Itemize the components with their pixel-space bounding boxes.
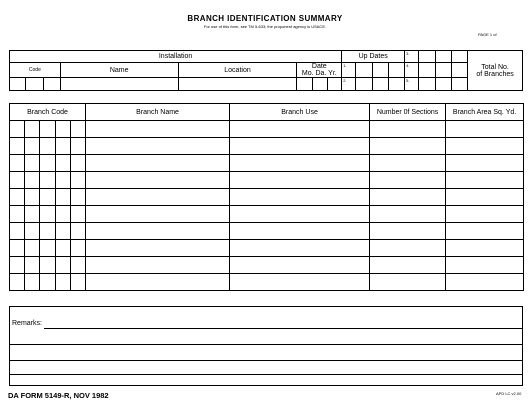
code-digit-cell[interactable] bbox=[71, 274, 86, 291]
area-cell[interactable] bbox=[446, 172, 524, 189]
branch-name-cell[interactable] bbox=[86, 121, 230, 138]
edition-label: APD LC v2.00 bbox=[496, 391, 522, 396]
update-cell[interactable] bbox=[372, 63, 388, 78]
update-slot-5[interactable]: 5. bbox=[405, 78, 419, 91]
date-label: Date bbox=[311, 63, 327, 70]
name-label: Name bbox=[60, 63, 178, 78]
area-cell[interactable] bbox=[446, 223, 524, 240]
branch-use-header: Branch Use bbox=[230, 104, 370, 121]
update-cell[interactable] bbox=[451, 51, 467, 63]
code-digit-cell[interactable] bbox=[71, 138, 86, 155]
total-branches-header bbox=[468, 51, 523, 91]
page-of-label: PAGE 1 of bbox=[478, 32, 497, 37]
update-cell[interactable] bbox=[419, 51, 435, 63]
area-cell[interactable] bbox=[446, 121, 524, 138]
code-digit-cell[interactable] bbox=[10, 172, 25, 189]
branch-code-header: Branch Code bbox=[10, 104, 86, 121]
code-digit-cell[interactable] bbox=[56, 257, 71, 274]
area-cell[interactable] bbox=[446, 138, 524, 155]
sections-cell[interactable] bbox=[370, 121, 446, 138]
code-digit-cell[interactable] bbox=[25, 257, 40, 274]
area-cell[interactable] bbox=[446, 257, 524, 274]
date-day-field[interactable] bbox=[312, 78, 327, 91]
table-row bbox=[10, 155, 524, 172]
table-row bbox=[10, 138, 524, 155]
code-digit-cell[interactable] bbox=[40, 155, 56, 172]
code-digit-cell[interactable] bbox=[71, 121, 86, 138]
sections-cell[interactable] bbox=[370, 155, 446, 172]
code-digit-cell[interactable] bbox=[25, 240, 40, 257]
update-slot-2[interactable]: 2. bbox=[342, 78, 356, 91]
sections-cell[interactable] bbox=[370, 189, 446, 206]
code-digit-cell[interactable] bbox=[71, 257, 86, 274]
code-digit-cell[interactable] bbox=[40, 223, 56, 240]
update-slot-4[interactable]: 4. bbox=[405, 63, 419, 78]
remarks-line[interactable] bbox=[44, 328, 522, 329]
form-subtitle: For use of this form, see TM 5-633; the proponent agency is USACE. bbox=[203, 24, 327, 29]
code-digit-cell[interactable] bbox=[56, 223, 71, 240]
table-row bbox=[10, 274, 524, 291]
code-digit-cell[interactable] bbox=[25, 206, 40, 223]
update-slot-3[interactable]: 3. bbox=[405, 51, 419, 63]
branch-use-cell[interactable] bbox=[230, 274, 370, 291]
update-cell[interactable] bbox=[388, 63, 404, 78]
branch-name-cell[interactable] bbox=[86, 206, 230, 223]
remarks-line[interactable] bbox=[9, 360, 523, 361]
code-digit-cell[interactable] bbox=[10, 257, 25, 274]
code-digit-cell[interactable] bbox=[25, 138, 40, 155]
sections-cell[interactable] bbox=[370, 223, 446, 240]
branch-use-cell[interactable] bbox=[230, 240, 370, 257]
date-sublabel: Mo. Da. Yr. bbox=[301, 70, 337, 77]
code-digit-cell[interactable] bbox=[10, 223, 25, 240]
branch-name-cell[interactable] bbox=[86, 155, 230, 172]
date-month-field[interactable] bbox=[297, 78, 312, 91]
code-digit-cell[interactable] bbox=[10, 155, 25, 172]
code-digit-cell[interactable] bbox=[40, 257, 56, 274]
code-digit-cell[interactable] bbox=[56, 138, 71, 155]
code-digit-cell[interactable] bbox=[40, 189, 56, 206]
table-row bbox=[10, 172, 524, 189]
code-digit-cell[interactable] bbox=[10, 189, 25, 206]
branch-name-header: Branch Name bbox=[86, 104, 230, 121]
code-digit-cell[interactable] bbox=[56, 189, 71, 206]
branch-use-cell[interactable] bbox=[230, 189, 370, 206]
code-digit-cell[interactable] bbox=[56, 206, 71, 223]
update-cell[interactable] bbox=[372, 78, 388, 91]
code-label: Code bbox=[10, 63, 61, 78]
code-digit-cell[interactable] bbox=[25, 189, 40, 206]
update-cell[interactable] bbox=[356, 78, 372, 91]
code-digit-cell[interactable] bbox=[56, 274, 71, 291]
area-header: Branch Area Sq. Yd. bbox=[446, 104, 524, 121]
update-cell[interactable] bbox=[451, 78, 467, 91]
code-digit-cell[interactable] bbox=[40, 121, 56, 138]
area-cell[interactable] bbox=[446, 155, 524, 172]
remarks-line[interactable] bbox=[9, 344, 523, 345]
branch-name-cell[interactable] bbox=[86, 172, 230, 189]
form-number: DA FORM 5149-R, NOV 1982 bbox=[8, 391, 109, 400]
sections-cell[interactable] bbox=[370, 172, 446, 189]
code-digit-cell[interactable] bbox=[40, 274, 56, 291]
code-digit-cell[interactable] bbox=[25, 121, 40, 138]
branch-name-cell[interactable] bbox=[86, 138, 230, 155]
total-label-1: Total No. bbox=[481, 63, 509, 71]
date-year-field[interactable] bbox=[327, 78, 341, 91]
code-digit-cell[interactable] bbox=[40, 172, 56, 189]
code-digit-cell[interactable] bbox=[10, 138, 25, 155]
code-digit-cell[interactable] bbox=[10, 206, 25, 223]
code-digit-cell[interactable] bbox=[56, 172, 71, 189]
code-digit-cell[interactable] bbox=[71, 223, 86, 240]
table-row bbox=[10, 189, 524, 206]
sections-cell[interactable] bbox=[370, 257, 446, 274]
code-digit-cell[interactable] bbox=[25, 172, 40, 189]
code-digit-cell[interactable] bbox=[71, 189, 86, 206]
update-cell[interactable] bbox=[419, 63, 435, 78]
code-digit-cell[interactable] bbox=[71, 172, 86, 189]
update-cell[interactable] bbox=[356, 63, 372, 78]
update-cell[interactable] bbox=[451, 63, 467, 78]
area-cell[interactable] bbox=[446, 206, 524, 223]
installation-table bbox=[9, 50, 523, 91]
update-cell[interactable] bbox=[435, 78, 451, 91]
branch-use-cell[interactable] bbox=[230, 155, 370, 172]
sections-cell[interactable] bbox=[370, 240, 446, 257]
code-digit-cell[interactable] bbox=[40, 138, 56, 155]
branch-name-cell[interactable] bbox=[86, 257, 230, 274]
branch-use-cell[interactable] bbox=[230, 257, 370, 274]
code-digit-cell[interactable] bbox=[40, 240, 56, 257]
branch-name-cell[interactable] bbox=[86, 223, 230, 240]
code-digit-cell[interactable] bbox=[10, 240, 25, 257]
sections-cell[interactable] bbox=[370, 206, 446, 223]
table-row bbox=[10, 121, 524, 138]
area-cell[interactable] bbox=[446, 274, 524, 291]
code-digit-cell[interactable] bbox=[25, 223, 40, 240]
branch-use-cell[interactable] bbox=[230, 138, 370, 155]
update-cell[interactable] bbox=[435, 51, 451, 63]
code-digit-cell[interactable] bbox=[25, 155, 40, 172]
code-digit-cell[interactable] bbox=[25, 274, 40, 291]
location-label: Location bbox=[178, 63, 297, 78]
remarks-label: Remarks: bbox=[12, 320, 42, 327]
code-digit-cell[interactable] bbox=[10, 274, 25, 291]
code-digit-cell[interactable] bbox=[26, 78, 43, 91]
code-digit-cell[interactable] bbox=[56, 155, 71, 172]
update-cell[interactable] bbox=[419, 78, 435, 91]
remarks-line[interactable] bbox=[9, 374, 523, 375]
form-title: BRANCH IDENTIFICATION SUMMARY bbox=[187, 14, 343, 23]
date-header bbox=[297, 63, 342, 78]
code-digit-cell[interactable] bbox=[10, 121, 25, 138]
branch-use-cell[interactable] bbox=[230, 223, 370, 240]
branch-name-cell[interactable] bbox=[86, 189, 230, 206]
update-slot-1[interactable]: 1. bbox=[342, 63, 356, 78]
installation-location-field[interactable] bbox=[178, 78, 297, 91]
branch-name-cell[interactable] bbox=[86, 240, 230, 257]
installation-name-field[interactable] bbox=[60, 78, 178, 91]
table-row bbox=[10, 240, 524, 257]
code-digit-cell[interactable] bbox=[71, 155, 86, 172]
update-cell[interactable] bbox=[388, 78, 404, 91]
code-digit-cell[interactable] bbox=[43, 78, 60, 91]
sections-header: Number 0f Sections bbox=[370, 104, 446, 121]
area-cell[interactable] bbox=[446, 240, 524, 257]
branch-use-cell[interactable] bbox=[230, 206, 370, 223]
table-row bbox=[10, 223, 524, 240]
table-row bbox=[10, 257, 524, 274]
code-digit-cell[interactable] bbox=[10, 78, 26, 91]
sections-cell[interactable] bbox=[370, 138, 446, 155]
total-label-2: of Branches bbox=[476, 70, 514, 78]
code-digit-cell[interactable] bbox=[56, 121, 71, 138]
branch-name-cell[interactable] bbox=[86, 274, 230, 291]
up-dates-header: Up Dates bbox=[342, 51, 405, 63]
branch-table bbox=[9, 103, 524, 291]
code-digit-cell[interactable] bbox=[40, 206, 56, 223]
code-digit-cell[interactable] bbox=[56, 240, 71, 257]
branch-use-cell[interactable] bbox=[230, 121, 370, 138]
table-row bbox=[10, 206, 524, 223]
sections-cell[interactable] bbox=[370, 274, 446, 291]
code-digit-cell[interactable] bbox=[71, 206, 86, 223]
update-cell[interactable] bbox=[435, 63, 451, 78]
branch-use-cell[interactable] bbox=[230, 172, 370, 189]
code-digit-cell[interactable] bbox=[71, 240, 86, 257]
area-cell[interactable] bbox=[446, 189, 524, 206]
installation-header: Installation bbox=[10, 51, 342, 63]
